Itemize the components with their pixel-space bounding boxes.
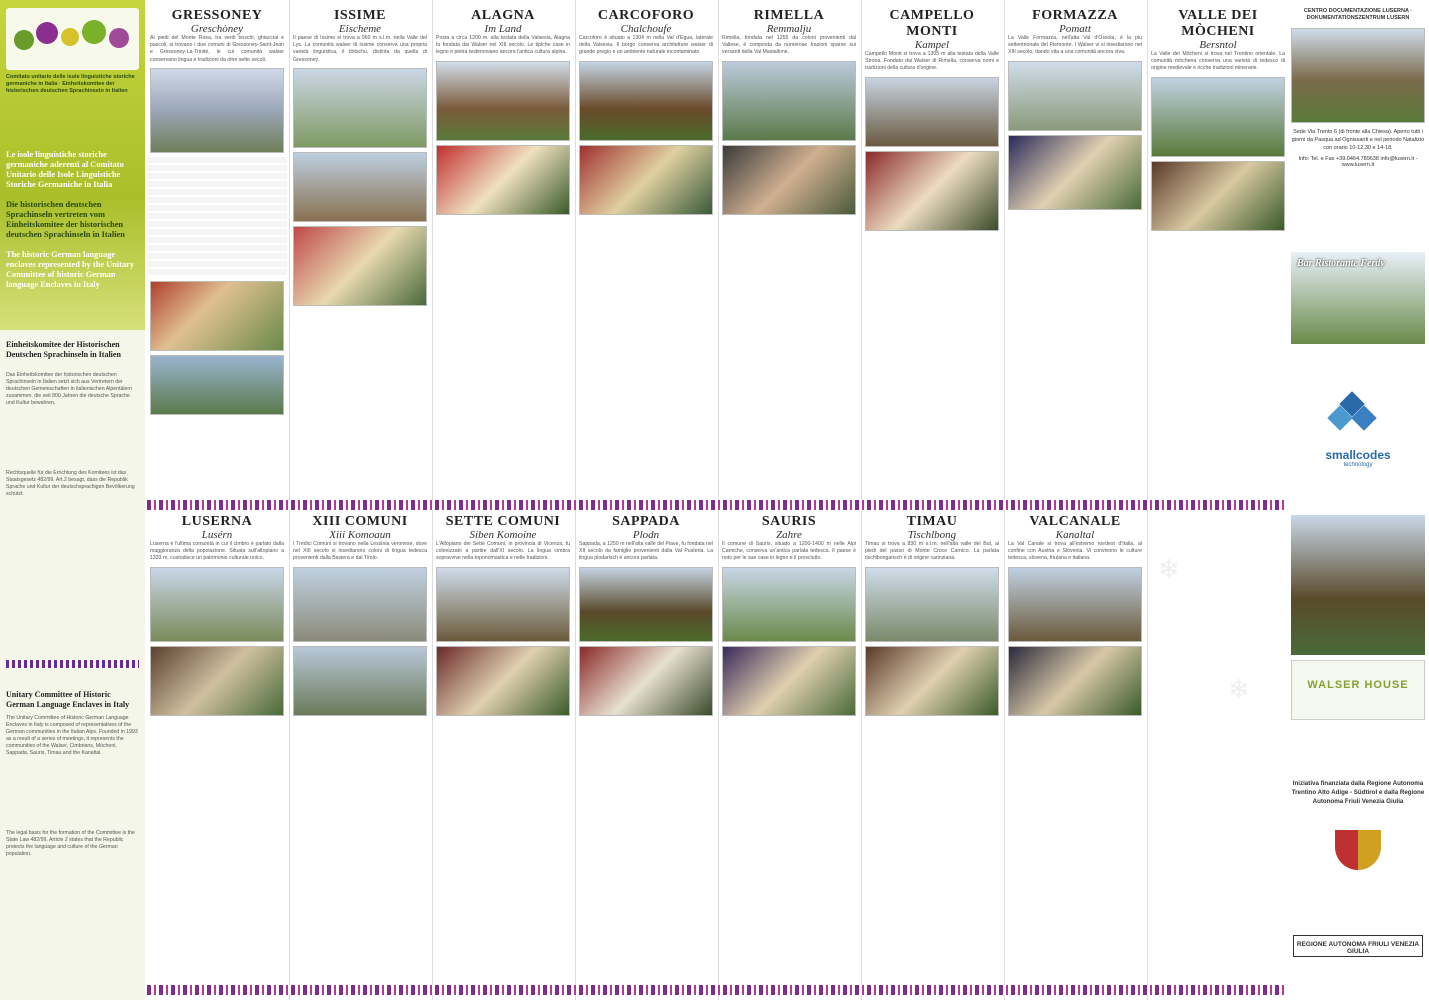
column-title: FORMAZZA (1032, 8, 1118, 23)
photo-costumes (722, 145, 856, 215)
center-hours: Sede Via Trento 6 (di fronte alla Chiesa). Aperto tutti i giorni da Pasqua ad Ognissanti e nel periodo Natalizio con orario 10-12.30 e 14-18. (1291, 129, 1425, 151)
photo-museum (436, 567, 570, 642)
photo-mountains (150, 68, 284, 153)
photo-chalet (579, 61, 713, 141)
column-subtitle: Plodn (632, 529, 660, 541)
column-title: TIMAU (906, 514, 958, 529)
left-sidebar (0, 0, 145, 1000)
column-title: CARCOFORO (597, 8, 695, 23)
column-rimella (719, 8, 859, 498)
column-title: SETTE COMUNI (445, 514, 561, 529)
column-sappada (576, 514, 716, 984)
ornament-band-top (147, 500, 1285, 510)
photo-folk-group (1008, 135, 1142, 210)
column-subtitle: Zahre (776, 529, 802, 541)
ornament-divider (6, 660, 139, 668)
photo-carnival (579, 646, 713, 716)
photo-hamlet (722, 61, 856, 141)
column-title: VALLE DEI MÒCHENI (1178, 8, 1258, 39)
column-text: Timau si trova a 830 m s.l.m. nell'alta valle del But, ai piedi del passo di Monte Croce Carnico. La parlata tischlbongarisch è di origine carinziana. (865, 541, 999, 562)
column-subtitle: Im Land (484, 23, 522, 35)
column-title: GRESSONEY (171, 8, 263, 23)
funding-note: Iniziativa finanziata dalla Regione Autonoma Trentino Alto Adige - Südtirol e dalla Regione Autonoma Friuli Venezia Giulia (1291, 780, 1425, 805)
column-issime (290, 8, 430, 498)
ornament-band-bottom (147, 985, 1285, 995)
right-sidebar (1287, 0, 1429, 1000)
photo-women (865, 151, 999, 231)
photo-houses (436, 61, 570, 141)
column-text: Campello Monti si trova a 1305 m alla testata della Valle Strona. Fondato dai Walser di Rimella, conserva nomi e tradizioni della cultura d'origine. (865, 51, 999, 72)
photo-village (150, 355, 284, 415)
column-blank-watermark (1148, 514, 1288, 984)
column-subtitle: Siben Komoine (469, 529, 537, 541)
column-valcanale (1005, 514, 1145, 984)
column-title: SAURIS (761, 514, 817, 529)
photo-folk-dance (1008, 646, 1142, 716)
de-section-text-2: Rechtsquelle für die Errichtung des Komitees ist das Staatsgesetz 482/99. Art.2 besagt, dass die Republik Sprache und Kultur der deutschsprachigen Bevölkerung schützt. (6, 470, 135, 498)
column-text: Luserna è l'ultima comunità in cui il cimbro è parlato dalla maggioranza della popolazione. Situata sull'altopiano a 1333 m, custodisce un patrimonio culturale unico. (150, 541, 284, 562)
column-text: Rimella, fondata nel 1255 da coloni provenienti dal Vallese, è composta da numerose frazioni sparse sui versanti della Val Mastallone. (722, 35, 856, 56)
heading-en: The historic German language enclaves represented by the Unitary Committee of historic German language Enclaves in Italy (6, 250, 135, 290)
column-title: VALCANALE (1029, 514, 1121, 529)
smallcodes-sub: technology (1343, 462, 1373, 468)
column-text: La Valle dei Mòcheni si trova nel Trentino orientale. La comunità mòchena conserva una varietà di tedesco di origine medievale e ricche tradizioni minerarie. (1151, 51, 1285, 72)
restaurant-name: Bar Ristorante Ferdy (1297, 258, 1385, 269)
text-block (147, 157, 287, 277)
column-text: Carcoforo è situato a 1304 m nella Val d'Egua, laterale della Valsesia. Il borgo conserva architetture walser di grande pregio e un ambiente naturale incontaminato. (579, 35, 713, 56)
trentino-coat-of-arms (1335, 830, 1381, 870)
column-subtitle: Greschòney (190, 23, 244, 35)
column-subtitle: Remmalju (766, 23, 812, 35)
snowflake-icon: ❄ (1228, 674, 1250, 704)
column-text: Il comune di Sauris, situato a 1200-1400 m nelle Alpi Carniche, conserva un'antica parlata tedesca. Il paese è noto per le sue case in legno e il prosciutto. (722, 541, 856, 562)
de-section-title: Einheitskomitee der Historischen Deutschen Sprachinseln in Italien (6, 340, 121, 359)
committee-logo (6, 8, 139, 70)
column-formazza (1005, 8, 1145, 498)
column-alagna (433, 8, 573, 498)
smallcodes-logo (1323, 395, 1393, 445)
photo-landscape (293, 646, 427, 716)
de-section-text: Das Einheitskomitee der historischen deutschen Sprachinseln in Italien setzt sich aus Vertretern der deutschen Gemeinschaften in italienischen Alpentälern zusammen, die seit 800 Jahren die deutsche Sprache und Kultur bewahren. (6, 372, 133, 407)
column-text: L'Altopiano dei Sette Comuni, in provincia di Vicenza, fu colonizzato a partire dall'XI secolo. La lingua cimbra sopravvive nella toponomastica e nelle tradizioni. (436, 541, 570, 562)
column-campello-monti (862, 8, 1002, 498)
column-text: Posta a circa 1200 m. alla testata della Valsesia, Alagna fu fondata dai Walser nel XIII secolo. Le tipiche case in legno e pietra testimoniano ancora l'antica cultura alpina. (436, 35, 570, 56)
photo-wooden-chalet (1008, 567, 1142, 642)
column-text: La Val Canale si trova all'estremo nordest d'Italia, al confine con Austria e Slovenia. Vi convivono le culture tedesca, slovena, friulana e italiana. (1008, 541, 1142, 562)
photo-costumes (436, 646, 570, 716)
column-subtitle: Xiii Komoaun (329, 529, 391, 541)
column-title: RIMELLA (753, 8, 825, 23)
column-sette-comuni (433, 514, 573, 984)
photo-valley (293, 68, 427, 148)
photo-group (436, 145, 570, 215)
column-title: ISSIME (333, 8, 387, 23)
column-subtitle: Kampel (914, 39, 950, 51)
column-title: SAPPADA (612, 514, 680, 529)
column-text: I Tredici Comuni si trovano nella Lessinia veronese, dove nel XIII secolo si insediarono coloni di lingua tedesca provenienti dalla Baviera e dal Tirolo. (293, 541, 427, 562)
walser-house-photo (1291, 515, 1425, 655)
column-timau (862, 514, 1002, 984)
en-section-title: Unitary Committee of Historic German Language Enclaves in Italy (6, 690, 130, 709)
column-subtitle: Kanaltal (1055, 529, 1095, 541)
photo-portrait (150, 646, 284, 716)
photo-church (722, 567, 856, 642)
column-subtitle: Eischeme (338, 23, 382, 35)
column-title: LUSERNA (181, 514, 253, 529)
smallcodes-name: smallcodes (1325, 448, 1391, 462)
column-text: La Valle Formazza, nell'alta Val d'Ossola, è la più settentrionale del Piemonte. I Walser vi si insediarono nel XIII secolo, dando vita a una comunità ancora viva. (1008, 35, 1142, 56)
walser-house-name: WALSER HOUSE (1307, 679, 1409, 691)
committee-name: Comitato unitario delle isole linguistiche storiche germaniche in Italia · Einheitskomitee der historischen deutschen Sprachinseln in Italien (6, 74, 135, 94)
photo-women (865, 646, 999, 716)
en-section-text: The Unitary Committee of Historic German Language Enclaves in Italy is composed of representatives of the German communities in the Italian Alps. Founded in 1993 as a result of a series of meetings, it represents the communities of the Walser, Cimbrians, Mòcheni, Sappada, Sauris, Timau and the Kanaltal. (6, 715, 138, 757)
photo-stone-house (293, 567, 427, 642)
snowflake-icon: ❄ (1158, 554, 1180, 584)
column-title: XIII COMUNI (312, 514, 408, 529)
photo-village (865, 77, 999, 147)
column-sauris (719, 514, 859, 984)
column-text: Il paese di Issime si trova a 960 m s.l.m. nella Valle del Lys. La comunità walser di Issime conserva una propria varietà linguistica, il töitschu, distinta da quella di Gressoney. (293, 35, 427, 63)
en-section-text-2: The legal basis for the formation of the Committee is the State Law 482/99. Article 2 states that the Republic protects the language and culture of the German population. (6, 830, 135, 858)
photo-church (150, 567, 284, 642)
column-carcoforo (576, 8, 716, 498)
restaurant-ad[interactable] (1291, 252, 1425, 344)
column-valle-dei-mocheni (1148, 8, 1288, 498)
column-gressoney (147, 8, 287, 498)
column-subtitle: Lusérn (201, 529, 233, 541)
walser-house-ad[interactable] (1291, 660, 1425, 720)
column-subtitle: Chalchoufe (620, 23, 672, 35)
fvg-region-label: REGIONE AUTONOMA FRIULI VENEZIA GIULIA (1293, 935, 1423, 957)
center-info: Info: Tel. e Fax +39.0464.789638 info@lusern.it - www.lusern.it (1298, 156, 1418, 169)
photo-waterfall (1008, 61, 1142, 131)
column-subtitle: Bersntol (1199, 39, 1237, 51)
photo-wooden-house (579, 567, 713, 642)
heading-it: Le isole linguistiche storiche germaniche aderenti al Comitato Unitario delle Isole Linguistiche Storiche Germaniche in Italia (6, 150, 124, 190)
photo-masks (722, 646, 856, 716)
photo-church (293, 152, 427, 222)
column-subtitle: Pomatt (1059, 23, 1091, 35)
heading-de: Die historischen deutschen Sprachinseln vertreten vom Einheitskomitee der historischen deutschen Sprachinseln in Italien (6, 200, 125, 240)
photo-costumes (150, 281, 284, 351)
column-xiii-comuni (290, 514, 430, 984)
photo-mine (1151, 161, 1285, 231)
column-title: CAMPELLO MONTI (889, 8, 975, 39)
column-text: Ai piedi del Monte Rosa, tra verdi boschi, ghiacciai e pascoli, si trovano i due comuni di Gressoney-Saint-Jean e Gressoney-La-Trinité, le cui comunità walser conservano lingua e tradizioni da oltre sette secoli. (150, 35, 284, 63)
column-subtitle: Tischlbong (907, 529, 957, 541)
photo-village (865, 567, 999, 642)
photo-procession (579, 145, 713, 215)
column-title: ALAGNA (471, 8, 535, 23)
photo-valley (1151, 77, 1285, 157)
photo-dancers (293, 226, 427, 306)
column-luserna (147, 514, 287, 984)
photo-center (1291, 28, 1425, 123)
documentation-center-title: CENTRO DOCUMENTAZIONE LUSERNA · DOKUMENTATIONSZENTRUM LUSERN (1303, 8, 1413, 22)
column-text: Sappada, a 1250 m nell'alta valle del Piave, fu fondata nel XII secolo da famiglie provenienti dalla Val Pusteria. La lingua plodarisch è ancora parlata. (579, 541, 713, 562)
